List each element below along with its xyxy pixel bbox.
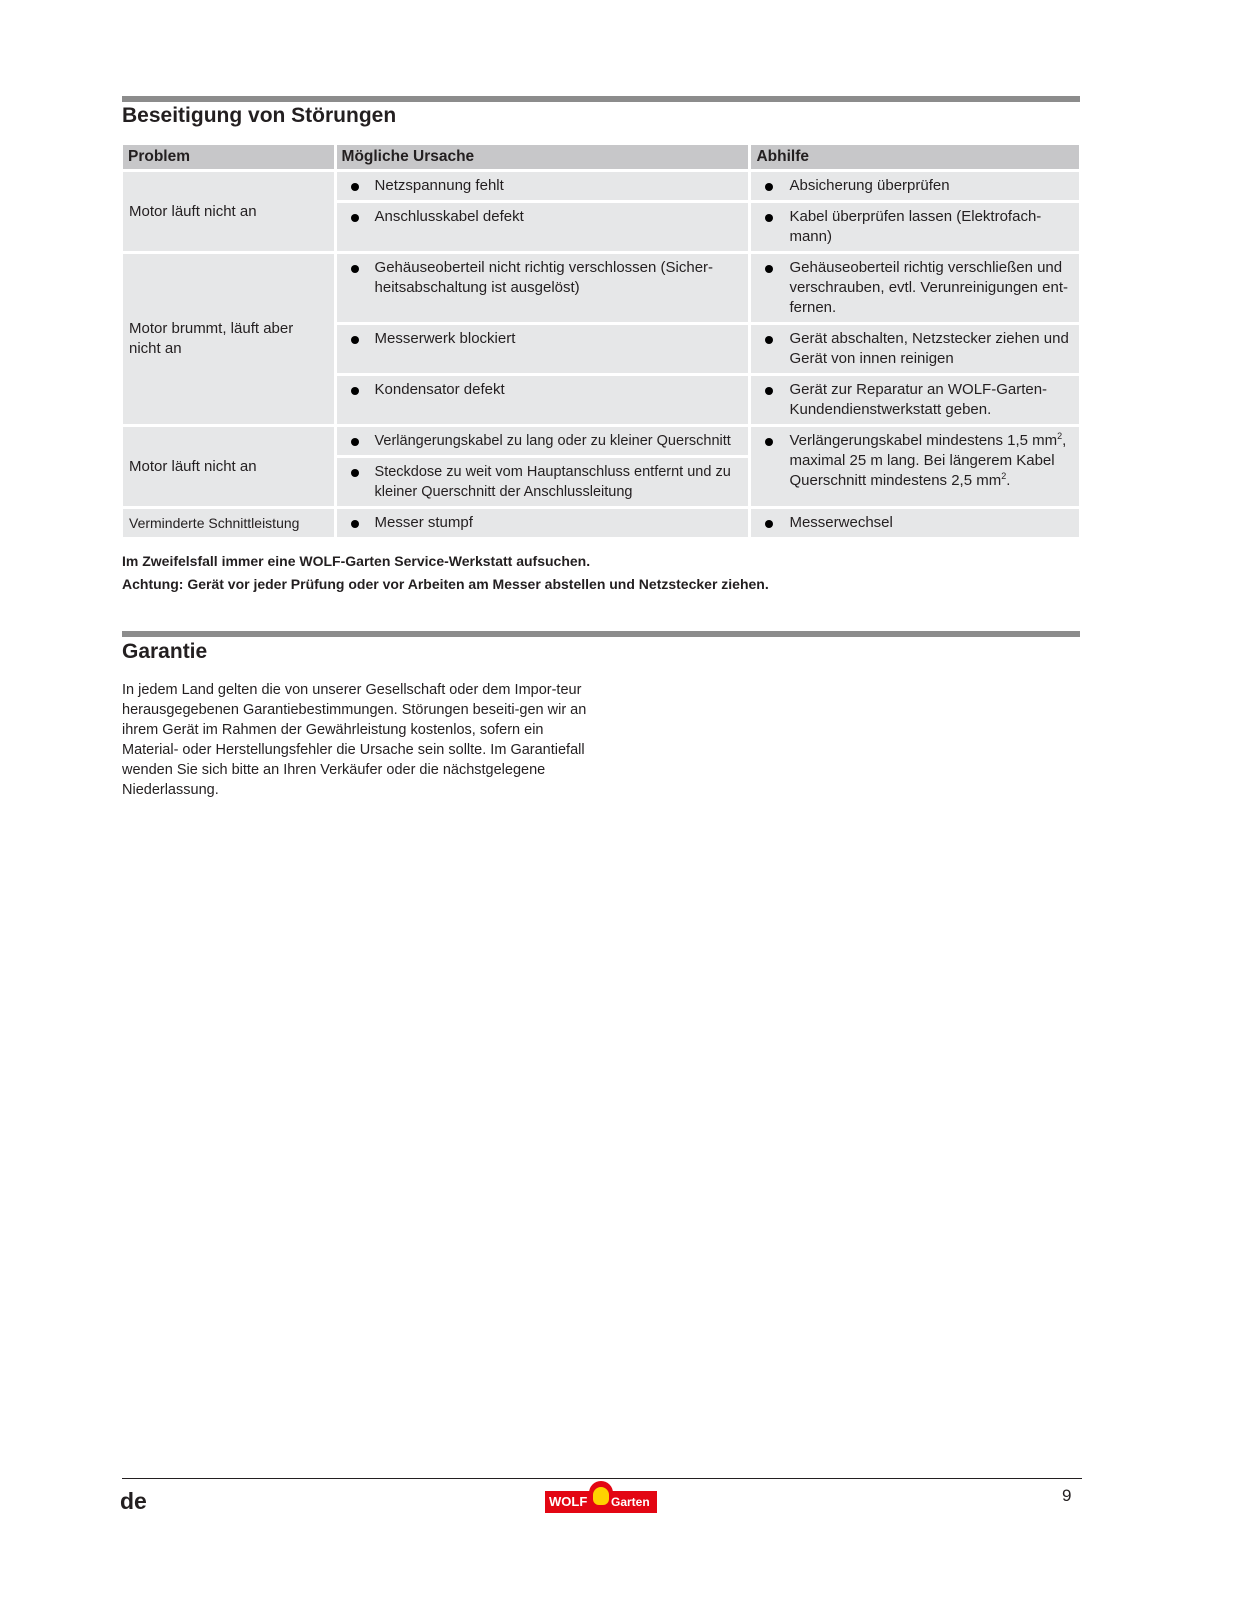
remedy-text: Gehäuseoberteil richtig verschließen und verschrauben, evtl. Verunreinigungen ent-fernen. [757,258,1073,318]
troubleshooting-table [120,142,1082,540]
cause-cell [337,509,749,537]
remedy-text-part: , maximal 25 m lang. Bei längerem Kabel Querschnitt mindestens 2,5 mm [789,432,1067,489]
remedy-text: Absicherung überprüfen [757,176,1073,196]
cause-cell [337,458,749,506]
remedy-text: Gerät abschalten, Netzstecker ziehen und Gerät von innen reinigen [757,329,1073,369]
cause-text: Netzspannung fehlt [343,176,743,196]
cause-cell [337,427,749,455]
problem-cell: Motor läuft nicht an [123,427,334,506]
cause-text: Messer stumpf [343,513,743,533]
header-cause: Mögliche Ursache [337,145,749,169]
remedy-cell [751,254,1079,322]
remedy-text: Messerwechsel [757,513,1073,533]
remedy-text: Kabel überprüfen lassen (Elektrofach-mann) [757,207,1073,247]
logo-text-garten: Garten [611,1495,650,1509]
logo-text-wolf: WOLF [549,1494,588,1509]
table-row [123,509,1079,537]
table-row [123,172,1079,200]
language-code: de [120,1488,147,1514]
page-number: 9 [1062,1486,1072,1505]
remedy-text [757,431,1073,491]
cause-cell [337,172,749,200]
remedy-text: Gerät zur Reparatur an WOLF-Garten-Kundendienstwerkstatt geben. [757,380,1073,420]
cause-cell [337,376,749,424]
cause-cell [337,254,749,322]
note-service: Im Zweifelsfall immer eine WOLF-Garten Service-Werkstatt aufsuchen. [122,553,591,569]
header-remedy: Abhilfe [751,145,1079,169]
guarantee-text: In jedem Land gelten die von unserer Gesellschaft oder dem Impor-teur herausgegebenen Garantiebestimmungen. Störungen beseiti-gen wir an ihrem Gerät im Rahmen der Gewährleistung kostenlos, sofern ein Material- oder Herstellungsfehler die Ursache sein sollte. Im Garantiefall wenden Sie sich bitte an Ihren Verkäufer oder die nächstgelegene Niederlassung. [122,682,587,798]
problem-cell: Motor läuft nicht an [123,172,334,251]
section-rule-guarantee [122,631,1080,637]
section-rule-troubleshooting [122,96,1080,102]
cause-text: Verlängerungskabel zu lang oder zu kleiner Querschnitt [343,431,743,451]
remedy-cell [751,203,1079,251]
superscript: 2 [1057,431,1063,441]
remedy-cell [751,172,1079,200]
remedy-text-part: Verlängerungskabel mindestens 1,5 mm [789,432,1058,449]
superscript: 2 [1001,471,1007,481]
remedy-cell [751,427,1079,506]
troubleshooting-title: Beseitigung von Störungen [122,104,397,127]
cause-text: Messerwerk blockiert [343,329,743,349]
cause-cell [337,325,749,373]
problem-cell: Verminderte Schnittleistung [123,509,334,537]
cause-text: Gehäuseoberteil nicht richtig verschlossen (Sicher-heitsabschaltung ist ausgelöst) [343,258,743,298]
remedy-cell [751,325,1079,373]
table-row [123,427,1079,455]
cause-text: Kondensator defekt [343,380,743,400]
wolf-head-icon [589,1481,613,1511]
remedy-cell [751,376,1079,424]
table-header-row [123,145,1079,169]
remedy-text-part: . [1006,472,1011,489]
problem-cell: Motor brummt, läuft aber nicht an [123,254,334,424]
cause-text: Anschlusskabel defekt [343,207,743,227]
remedy-cell [751,509,1079,537]
footer-rule [122,1478,1082,1479]
cause-text: Steckdose zu weit vom Hauptanschluss entfernt und zu kleiner Querschnitt der Anschlussleitung [343,462,743,502]
header-problem: Problem [123,145,334,169]
wolf-garten-logo [545,1481,657,1517]
table-row [123,254,1079,322]
cause-cell [337,203,749,251]
guarantee-title: Garantie [122,640,208,663]
note-warning: Achtung: Gerät vor jeder Prüfung oder vor Arbeiten am Messer abstellen und Netzstecker ziehen. [122,576,769,592]
